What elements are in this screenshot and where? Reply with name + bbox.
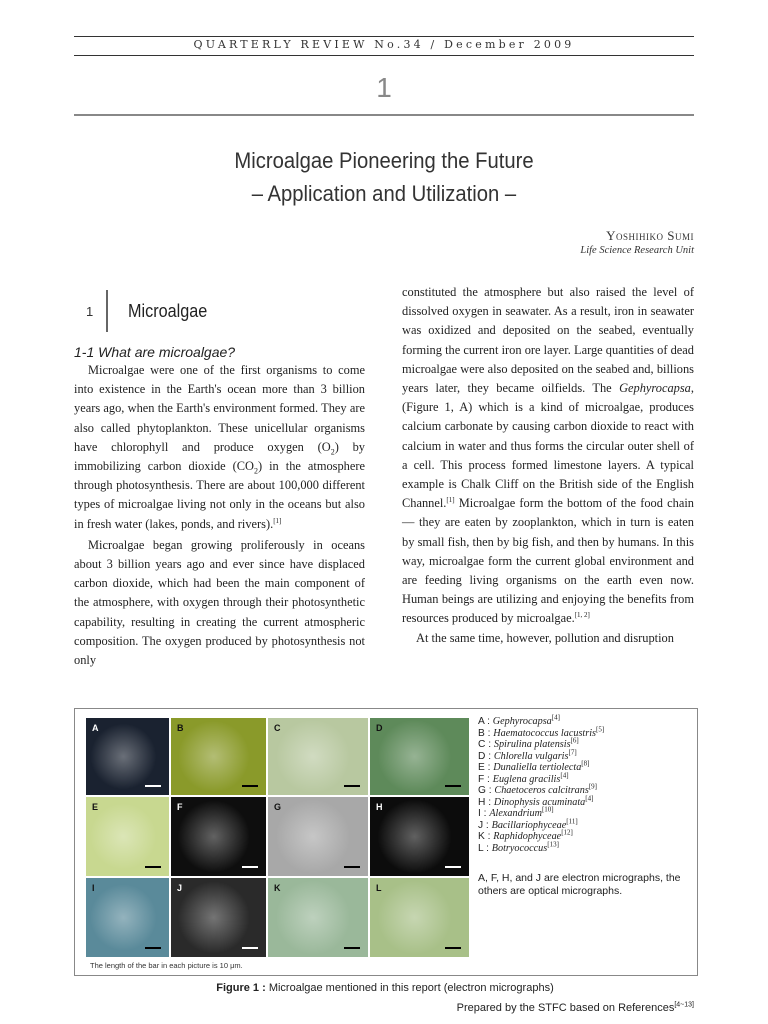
author-unit: Life Science Research Unit [580,245,694,256]
o2-subscript: 2 [330,447,335,457]
micrograph-k [268,878,368,957]
legend-species: Euglena gracilis [492,773,561,785]
left-paragraph-2: Microalgae began growing proliferously in oceans about 3 billion years ago and ever since have displaced carbon dioxide, which had been the main component of the atmosphere, with oxygen through their photosynthetic capability, resulting in creating the current atmospheric composition. The oxygen produced by photosynthesis not only [74,537,365,668]
micrograph-label: E [92,802,99,812]
figure-legend [478,713,605,854]
legend-species: Botryococcus [491,842,548,854]
legend-entry [478,771,604,786]
legend-entry [478,840,604,855]
subsection-title: 1-1 What are microalgae? [74,344,236,360]
micrograph-label: H [376,802,383,812]
micrograph-label: F [177,802,183,812]
scale-bar [145,785,161,787]
legend-reference: [4] [560,771,569,780]
legend-reference: [5] [596,725,605,734]
legend-species: Bacillariophyceae [491,819,567,831]
legend-species: Dinophysis acuminata [493,796,586,808]
legend-reference: [13] [547,840,559,849]
legend-key: B : [478,727,494,739]
legend-entry [478,759,604,774]
micrograph-label: L [376,883,382,893]
micrograph-d [370,718,469,795]
micrograph-f [171,797,266,876]
legend-key: K : [478,831,494,842]
micrograph-label: K [274,883,281,893]
legend-entry [478,736,604,751]
left-p1-text-b: ) by immobilizing carbon dioxide (CO [74,439,365,474]
legend-reference: [7] [568,748,577,757]
scale-bar [344,785,360,787]
article-title-line2: – Application and Utilization – [251,181,517,206]
micrograph-label: A [92,723,99,733]
legend-key: I : [478,808,490,819]
top-rule [74,36,694,37]
legend-entry [478,713,604,728]
legend-key: G : [478,785,495,796]
right-p1-text-c: Microalgae form the bottom of the food chain — they are eaten by zooplankton, which in turn is eaten by small fish, then by big fish, and then by humans. In this way, microalgae form the current global environment and are feeding living organisms on the earth even now. Human beings are utilizing and enjoying the benefits from resources produced by microalgae. [402,496,694,626]
legend-key: D : [478,750,494,762]
left-column [74,361,365,670]
reference-mark: [1, 2] [574,611,590,620]
legend-key: F : [478,773,493,785]
legend-entry [478,805,604,820]
legend-reference: [10] [541,805,554,814]
legend-key: L : [478,842,492,854]
section-number: 1 [86,304,94,319]
legend-species: Raphidophyceae [493,831,562,842]
scale-bar [242,785,258,787]
chapter-number: 1 [376,72,392,103]
legend-species: Gephyrocapsa [492,716,552,727]
co2-subscript: 2 [253,466,258,476]
legend-reference: [8] [581,759,590,768]
scale-bar [145,947,161,949]
micrograph-j [171,878,266,957]
section-title: Microalgae [128,301,208,321]
micrograph-label: J [177,883,183,893]
reference-mark: [1] [446,496,455,505]
micrograph-a [86,718,169,795]
micrograph-label: B [177,723,184,733]
micrograph-g [268,797,368,876]
journal-header: QUARTERLY REVIEW No.34 / December 2009 [193,38,575,51]
scale-bar [445,947,461,949]
legend-entry [478,828,604,843]
micrograph-label: G [274,802,282,812]
scale-bar [145,866,161,868]
section-divider [106,290,108,332]
left-p1-text-c: ) in the atmosphere through photosynthesis. There are about 100,000 different types of microalgae living not only in the oceans but also in fresh water (lakes, ponds, and rivers). [74,459,365,531]
right-p1-text-a: constituted the atmosphere but also raised the level of dissolved oxygen in seawater. As a result, iron in seawater was oxidized and deposited on the seabed, eventually forming the current iron ore layer. Large quantities of dead microalgae were also deposited on the seabed and, billions years later, they became oilfields. The [402,285,694,396]
legend-reference: [4] [551,713,560,722]
species-name: Gephyrocapsa [619,381,691,396]
micrograph-label: C [274,723,281,733]
chapter-rule [74,114,694,116]
legend-species: Chaetoceros calcitrans [494,785,589,796]
figure-caption [74,982,696,994]
legend-reference: [9] [588,782,598,791]
article-title-line1: Microalgae Pioneering the Future [234,148,534,173]
caption-text: Microalgae mentioned in this report (electron micrographs) [265,982,554,994]
micrograph-e [86,797,169,876]
right-column [402,283,694,648]
scale-bar [344,866,360,868]
scale-bar-note: The length of the bar in each picture is 10 μm. [90,961,243,970]
right-paragraph-2: At the same time, however, pollution and disruption [416,630,674,645]
reference-mark: [1] [273,516,282,525]
legend-key: H : [478,796,494,808]
right-paragraph-1 [402,283,694,629]
caption-label: Figure 1 : [216,982,266,994]
micrograph-label: D [376,723,383,733]
legend-key: E : [478,762,494,773]
scale-bar [445,785,461,787]
legend-note: A, F, H, and J are electron micrographs, the others are optical micrographs. [478,872,681,897]
credit-reference: [4~13] [674,1001,694,1009]
legend-species: Alexandrium [489,808,542,819]
scale-bar [242,947,258,949]
legend-key: A : [478,716,493,727]
header-rule [74,55,694,56]
right-p1-text-b: ,(Figure 1, A) which is a kind of microalgae, produces calcium carbonate by causing carbon dioxide to react with calcium in water and thus forms the circular outer shell of a cell. This process formed limestone layers. A typical example is Chalk Cliff on the British side of the English Channel. [402,381,694,511]
legend-species: Spirulina platensis [493,739,571,750]
legend-reference: [4] [585,794,594,803]
scale-bar [445,866,461,868]
micrograph-c [268,718,368,795]
legend-key: J : [478,819,492,831]
micrograph-h [370,797,469,876]
left-p1-text-a: Microalgae were one of the first organisms to come into existence in the Earth's ocean more than 3 billion years ago, when the Earth's environment formed. They are also called phytoplankton. These unicellular organisms have chlorophyll and produce oxygen (O [74,363,365,454]
micrograph-l [370,878,469,957]
legend-reference: [12] [561,828,573,837]
legend-reference: [6] [570,736,579,745]
legend-entry [478,725,605,740]
author-name: Yoshihiko Sumi [606,228,694,243]
micrograph-b [171,718,266,795]
legend-species: Chlorella vulgaris [493,750,569,762]
legend-species: Dunaliella tertiolecta [493,762,582,773]
legend-reference: [11] [566,817,578,826]
scale-bar [344,947,360,949]
scale-bar [242,866,258,868]
figure-credit [457,1002,694,1014]
legend-species: Haematococcus lacustris [493,727,597,739]
credit-text: Prepared by the STFC based on References [456,1002,675,1014]
micrograph-i [86,878,169,957]
legend-key: C : [478,739,494,750]
legend-entry [478,817,604,832]
left-paragraph-1 [74,361,365,534]
micrograph-label: I [92,883,95,893]
